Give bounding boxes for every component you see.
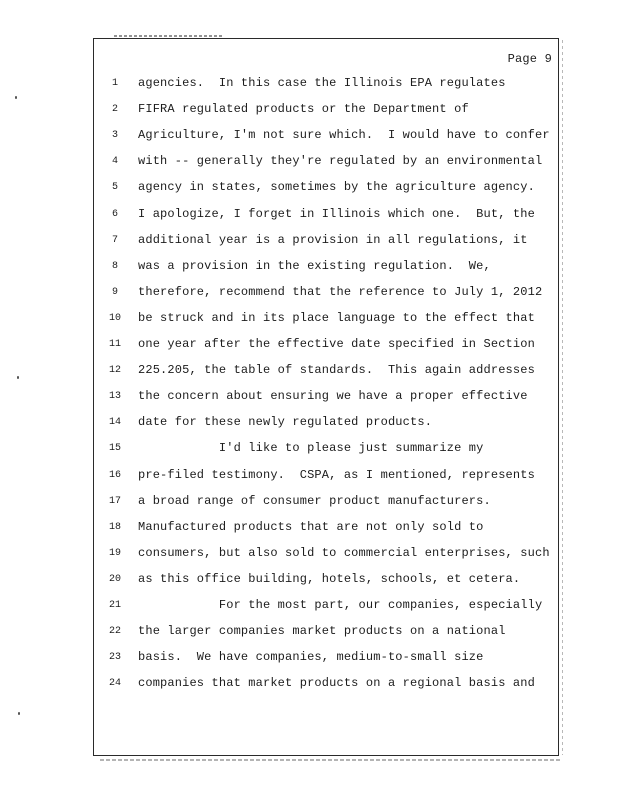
transcript-line: consumers, but also sold to commercial enterprises, such: [138, 545, 550, 560]
line-number: 8: [111, 260, 118, 272]
scan-speck: [18, 712, 20, 715]
transcript-line: I apologize, I forget in Illinois which one. But, the: [138, 206, 535, 221]
transcript-line: agency in states, sometimes by the agriculture agency.: [138, 180, 535, 195]
line-number: 3: [111, 130, 118, 142]
transcript-line: the larger companies market products on a national: [138, 624, 506, 639]
line-number: 11: [108, 339, 121, 350]
scan-artifact-right-edge: [562, 40, 563, 755]
line-number: 5: [111, 182, 118, 194]
transcript-line: Manufactured products that are not only sold to: [138, 519, 484, 534]
transcript-line: additional year is a provision in all regulations, it: [138, 232, 528, 247]
transcript-line: companies that market products on a regional basis and: [138, 676, 535, 691]
transcript-line: basis. We have companies, medium-to-small size: [138, 650, 484, 665]
line-number: 19: [108, 547, 121, 559]
line-number: 6: [111, 208, 118, 220]
transcript-page: [93, 38, 559, 756]
transcript-line: pre-filed testimony. CSPA, as I mentioned, represents: [138, 467, 535, 482]
transcript-line: one year after the effective date specified in Section: [138, 337, 535, 351]
page-number: Page 9: [507, 52, 552, 66]
line-number: 24: [108, 678, 121, 690]
line-number: 2: [111, 104, 118, 116]
transcript-line: Agriculture, I'm not sure which. I would have to confer: [138, 128, 550, 143]
line-number: 1: [111, 78, 118, 89]
line-number: 12: [108, 365, 121, 377]
transcript-line: date for these newly regulated products.: [138, 415, 433, 430]
line-number: 22: [108, 626, 121, 638]
transcript-line: agencies. In this case the Illinois EPA regulates: [138, 76, 506, 90]
line-number: 20: [108, 573, 121, 585]
transcript-line: be struck and in its place language to the effect that: [138, 310, 535, 325]
line-number: 10: [108, 312, 121, 324]
line-number: 23: [108, 652, 121, 664]
transcript-line: I'd like to please just summarize my: [138, 441, 484, 456]
transcript-line: was a provision in the existing regulation. We,: [138, 258, 491, 273]
transcript-line: the concern about ensuring we have a proper effective: [138, 389, 528, 404]
line-number: 15: [108, 443, 121, 455]
transcript-line: as this office building, hotels, schools, et cetera.: [138, 571, 521, 586]
transcript-line: For the most part, our companies, especially: [138, 598, 543, 612]
transcript-line: 225.205, the table of standards. This again addresses: [138, 363, 535, 378]
line-number: 18: [108, 521, 121, 533]
line-number: 17: [108, 495, 121, 507]
line-number: 4: [111, 156, 118, 168]
line-number: 7: [111, 234, 118, 246]
line-number: 16: [108, 469, 121, 481]
transcript-line: FIFRA regulated products or the Department of: [138, 102, 469, 117]
line-number: 9: [111, 286, 118, 298]
line-number: 14: [108, 417, 121, 429]
transcript-line: a broad range of consumer product manufacturers.: [138, 493, 491, 508]
scan-speck: [17, 376, 19, 379]
line-number: 13: [108, 391, 121, 403]
scan-artifact-top-edge: [114, 35, 224, 37]
line-number: 21: [108, 600, 121, 611]
scan-artifact-bottom-edge: [100, 759, 560, 761]
transcript-line: with -- generally they're regulated by an environmental: [138, 154, 543, 169]
scan-speck: [15, 96, 17, 99]
transcript-line: therefore, recommend that the reference to July 1, 2012: [138, 284, 543, 299]
